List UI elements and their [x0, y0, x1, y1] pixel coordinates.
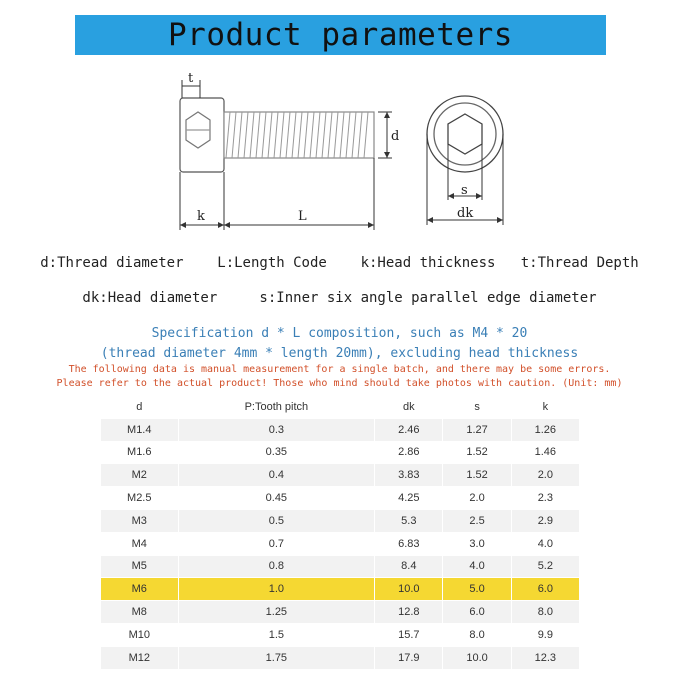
cell: M4 [101, 532, 179, 555]
cell: 3.0 [443, 532, 511, 555]
table-row [101, 441, 580, 464]
cell: 0.8 [178, 555, 375, 578]
table-row-highlighted [101, 578, 580, 601]
cell: 6.83 [375, 532, 443, 555]
label-L: L [298, 209, 307, 224]
cell: 1.27 [443, 418, 511, 441]
legend-k: k:Head thickness [360, 255, 496, 271]
cell: 5.0 [443, 578, 511, 601]
legend-s: s:Inner six angle parallel edge diameter [259, 290, 597, 306]
legend-dk: dk:Head diameter [82, 290, 218, 306]
cell: 2.46 [375, 418, 443, 441]
cell: 2.9 [511, 509, 579, 532]
parameter-table [100, 395, 580, 670]
legend-d: d:Thread diameter [40, 255, 184, 271]
cell: 2.86 [375, 441, 443, 464]
cell: 1.5 [178, 623, 375, 646]
cell: 2.0 [443, 487, 511, 510]
table-row [101, 555, 580, 578]
cell: 2.3 [511, 487, 579, 510]
cell: M12 [101, 646, 179, 669]
header-d: d [101, 396, 179, 419]
cell: 2.0 [511, 464, 579, 487]
legend-t: t:Thread Depth [520, 255, 639, 271]
cell: 12.3 [511, 646, 579, 669]
header-pitch: P:Tooth pitch [178, 396, 375, 419]
page-title: Product parameters [168, 17, 513, 53]
cell: 4.0 [443, 555, 511, 578]
label-d: d [391, 129, 400, 144]
label-dk: dk [457, 206, 474, 221]
cell: 2.5 [443, 509, 511, 532]
cell: 1.75 [178, 646, 375, 669]
cell: 8.0 [443, 623, 511, 646]
screw-diagram [0, 70, 679, 240]
spec-line-2: (thread diameter 4mm * length 20mm), excluding head thickness [100, 346, 579, 361]
header-dk: dk [375, 396, 443, 419]
cell: M1.6 [101, 441, 179, 464]
table-row [101, 487, 580, 510]
table-row [101, 464, 580, 487]
cell: 6.0 [443, 601, 511, 624]
cell: 0.3 [178, 418, 375, 441]
cell: 10.0 [443, 646, 511, 669]
cell: M10 [101, 623, 179, 646]
table-row [101, 646, 580, 669]
label-k: k [197, 209, 205, 224]
label-s: s [461, 183, 468, 198]
table-row [101, 418, 580, 441]
table-row [101, 509, 580, 532]
cell: M6 [101, 578, 179, 601]
cell: M2 [101, 464, 179, 487]
cell: 8.4 [375, 555, 443, 578]
cell: 4.0 [511, 532, 579, 555]
spec-line-1: Specification d * L composition, such as M4 * 20 [151, 326, 528, 341]
cell: 4.25 [375, 487, 443, 510]
cell: 1.0 [178, 578, 375, 601]
table-row [101, 532, 580, 555]
cell: 1.26 [511, 418, 579, 441]
legend-L: L:Length Code [217, 255, 327, 271]
cell: 1.25 [178, 601, 375, 624]
cell: M1.4 [101, 418, 179, 441]
cell: 3.83 [375, 464, 443, 487]
cell: 0.5 [178, 509, 375, 532]
legend-line-1 [0, 255, 679, 271]
cell: 10.0 [375, 578, 443, 601]
cell: 5.3 [375, 509, 443, 532]
cell: 15.7 [375, 623, 443, 646]
cell: 6.0 [511, 578, 579, 601]
legend-line-2 [0, 290, 679, 306]
note-line-2: Please refer to the actual product! Those who mind should take photos with caution. (Unit: mm) [56, 378, 623, 389]
cell: M5 [101, 555, 179, 578]
header-k: k [511, 396, 579, 419]
table-row [101, 601, 580, 624]
cell: 8.0 [511, 601, 579, 624]
label-t: t [188, 71, 194, 86]
cell: 0.45 [178, 487, 375, 510]
cell: 1.46 [511, 441, 579, 464]
table-header-row [101, 396, 580, 419]
cell: 0.4 [178, 464, 375, 487]
cell: 12.8 [375, 601, 443, 624]
cell: 1.52 [443, 441, 511, 464]
cell: 0.7 [178, 532, 375, 555]
table-row [101, 623, 580, 646]
cell: 1.52 [443, 464, 511, 487]
header-s: s [443, 396, 511, 419]
cell: M2.5 [101, 487, 179, 510]
title-banner [75, 15, 606, 55]
head-inner-circle [434, 103, 496, 165]
cell: M8 [101, 601, 179, 624]
cell: 9.9 [511, 623, 579, 646]
cell: 0.35 [178, 441, 375, 464]
cell: 17.9 [375, 646, 443, 669]
hex-socket [448, 114, 482, 154]
head-outer-circle [427, 96, 503, 172]
cell: M3 [101, 509, 179, 532]
cell: 5.2 [511, 555, 579, 578]
note-line-1: The following data is manual measurement for a single batch, and there may be some errors. [68, 364, 611, 375]
